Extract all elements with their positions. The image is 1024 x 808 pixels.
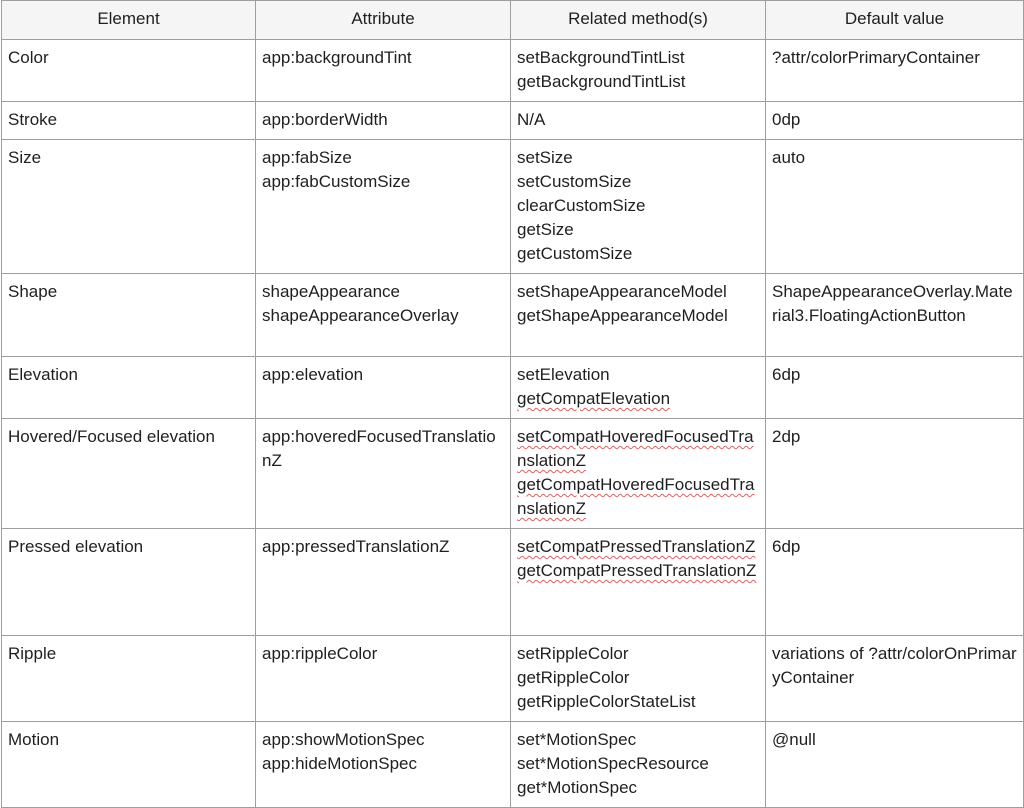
table-row (2, 529, 1024, 636)
method-name: getCompatHoveredFocusedTranslationZ (517, 475, 755, 518)
cell-attribute (256, 40, 511, 102)
cell-attribute (256, 357, 511, 419)
cell-default (766, 40, 1024, 102)
method-name: setElevation (517, 365, 610, 384)
attribute-name: app:hideMotionSpec (262, 754, 418, 773)
element-name: Pressed elevation (8, 537, 144, 556)
cell-element (2, 636, 256, 722)
table-row (2, 357, 1024, 419)
cell-element (2, 40, 256, 102)
method-name: getRippleColorStateList (517, 692, 696, 711)
method-name: setSize (517, 148, 573, 167)
attribute-name: app:backgroundTint (262, 48, 412, 67)
cell-element (2, 529, 256, 636)
attribute-name: app:fabCustomSize (262, 172, 411, 191)
attribute-name: app:hoveredFocusedTranslationZ (262, 427, 496, 470)
header-element: Element (2, 1, 256, 40)
cell-element (2, 419, 256, 529)
method-name: get*MotionSpec (517, 778, 638, 797)
method-name: setCompatPressedTranslationZ (517, 537, 756, 556)
cell-default (766, 102, 1024, 140)
cell-default (766, 722, 1024, 808)
cell-attribute (256, 274, 511, 357)
default-value: 6dp (772, 537, 801, 556)
method-name: getBackgroundTintList (517, 72, 686, 91)
element-name: Color (8, 48, 49, 67)
cell-methods (511, 419, 766, 529)
attribute-name: shapeAppearanceOverlay (262, 306, 459, 325)
cell-element (2, 357, 256, 419)
cell-element (2, 140, 256, 274)
default-value: @null (772, 730, 816, 749)
method-name: getCustomSize (517, 244, 633, 263)
cell-default (766, 529, 1024, 636)
element-name: Elevation (8, 365, 78, 384)
method-name: setBackgroundTintList (517, 48, 685, 67)
table-row (2, 274, 1024, 357)
cell-methods (511, 357, 766, 419)
cell-element (2, 102, 256, 140)
element-name: Hovered/Focused elevation (8, 427, 215, 446)
table-row (2, 140, 1024, 274)
table-row (2, 40, 1024, 102)
method-name: clearCustomSize (517, 196, 646, 215)
cell-default (766, 419, 1024, 529)
cell-methods (511, 636, 766, 722)
attribute-name: app:borderWidth (262, 110, 388, 129)
cell-default (766, 357, 1024, 419)
default-value: ?attr/colorPrimaryContainer (772, 48, 980, 67)
cell-methods (511, 40, 766, 102)
method-name: getCompatPressedTranslationZ (517, 561, 757, 580)
element-name: Stroke (8, 110, 58, 129)
cell-methods (511, 722, 766, 808)
default-value: 6dp (772, 365, 801, 384)
table-row (2, 419, 1024, 529)
cell-methods (511, 102, 766, 140)
header-attribute: Attribute (256, 1, 511, 40)
cell-attribute (256, 529, 511, 636)
cell-default (766, 274, 1024, 357)
method-name: setRippleColor (517, 644, 629, 663)
element-name: Motion (8, 730, 60, 749)
attribute-name: app:pressedTranslationZ (262, 537, 450, 556)
cell-default (766, 636, 1024, 722)
cell-attribute (256, 102, 511, 140)
cell-attribute (256, 419, 511, 529)
default-value: auto (772, 148, 806, 167)
method-name: getSize (517, 220, 574, 239)
element-name: Ripple (8, 644, 57, 663)
cell-element (2, 722, 256, 808)
attribute-name: app:elevation (262, 365, 364, 384)
header-row (2, 1, 1024, 40)
method-name: setShapeAppearanceModel (517, 282, 727, 301)
properties-table (1, 0, 1024, 808)
method-name: set*MotionSpecResource (517, 754, 709, 773)
attribute-name: app:fabSize (262, 148, 352, 167)
default-value: variations of ?attr/colorOnPrimaryContainer (772, 644, 1017, 687)
method-name: getRippleColor (517, 668, 630, 687)
header-default: Default value (766, 1, 1024, 40)
cell-default (766, 140, 1024, 274)
table-row (2, 102, 1024, 140)
cell-methods (511, 140, 766, 274)
element-name: Shape (8, 282, 58, 301)
cell-element (2, 274, 256, 357)
method-name: N/A (517, 110, 546, 129)
attribute-name: app:showMotionSpec (262, 730, 425, 749)
table-row (2, 636, 1024, 722)
cell-methods (511, 529, 766, 636)
attribute-name: app:rippleColor (262, 644, 378, 663)
element-name: Size (8, 148, 42, 167)
attribute-name: shapeAppearance (262, 282, 401, 301)
cell-attribute (256, 636, 511, 722)
table-row (2, 722, 1024, 808)
method-name: setCustomSize (517, 172, 632, 191)
method-name: set*MotionSpec (517, 730, 637, 749)
cell-attribute (256, 140, 511, 274)
method-name: setCompatHoveredFocusedTranslationZ (517, 427, 754, 470)
method-name: getShapeAppearanceModel (517, 306, 728, 325)
method-name: getCompatElevation (517, 389, 671, 408)
default-value: ShapeAppearanceOverlay.Material3.FloatingActionButton (772, 282, 1013, 325)
cell-methods (511, 274, 766, 357)
header-methods: Related method(s) (511, 1, 766, 40)
default-value: 0dp (772, 110, 801, 129)
cell-attribute (256, 722, 511, 808)
default-value: 2dp (772, 427, 801, 446)
